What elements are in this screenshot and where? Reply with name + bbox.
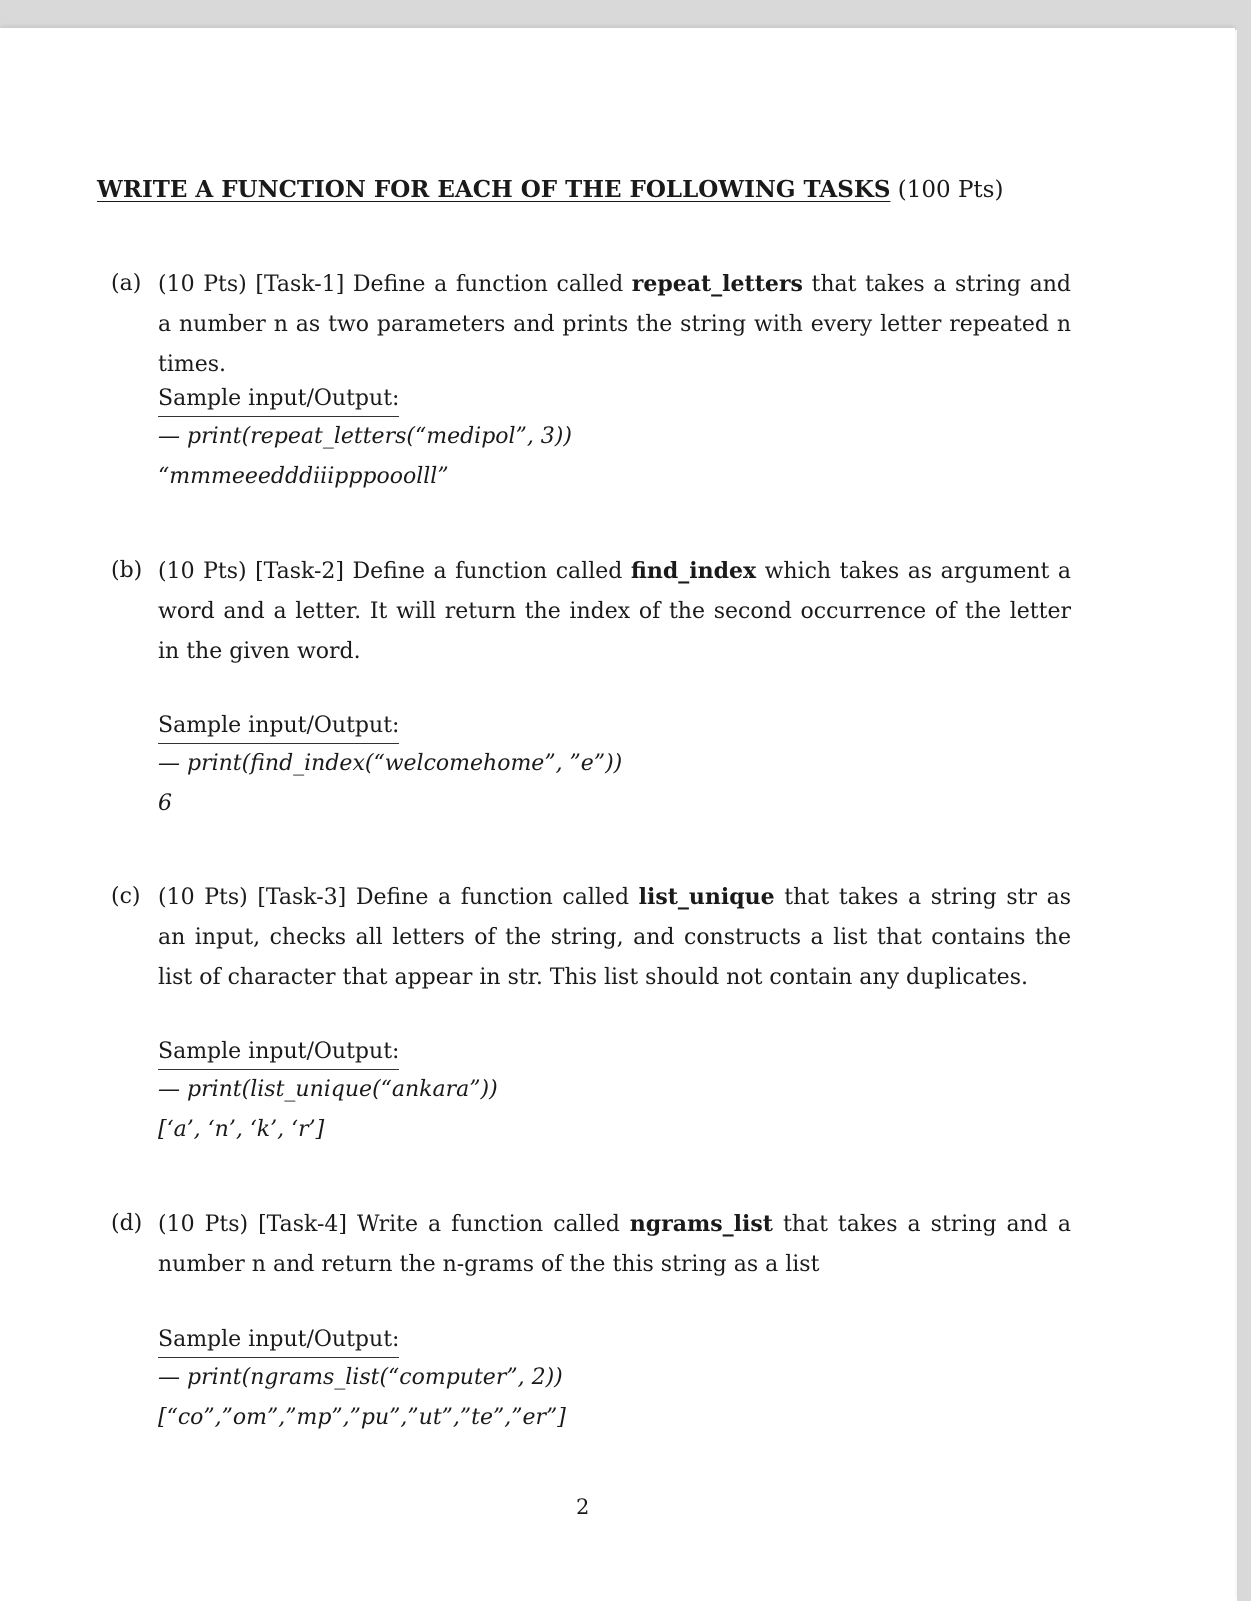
task-detail: which takes as argument a word and a letter. It will return the index of the second occurrence of the letter in the given word. bbox=[158, 559, 1071, 664]
sample-output: [“co”,”om”,”mp”,”pu”,”ut”,”te”,”er”] bbox=[158, 1405, 566, 1430]
sample-output: “mmmeeedddiiipppooolll” bbox=[158, 464, 449, 489]
function-name: repeat_letters bbox=[631, 271, 803, 297]
sample-call: — print(repeat_letters(“medipol”, 3)) bbox=[158, 424, 572, 449]
task-intro: (10 Pts) [Task-2] Define a function called bbox=[158, 559, 631, 584]
sample-label: Sample input/Output: bbox=[158, 384, 399, 417]
task-description bbox=[158, 1204, 1071, 1285]
task-marker: (d) bbox=[111, 1211, 143, 1236]
task-c bbox=[111, 877, 1071, 998]
sample-d bbox=[158, 1325, 566, 1438]
task-description bbox=[158, 264, 1071, 385]
task-intro: (10 Pts) [Task-3] Define a function called bbox=[158, 885, 639, 910]
heading-points: (100 Pts) bbox=[897, 177, 1004, 203]
function-name: ngrams_list bbox=[629, 1211, 773, 1237]
function-name: find_index bbox=[630, 558, 757, 584]
task-marker: (c) bbox=[111, 884, 141, 909]
sample-c bbox=[158, 1037, 498, 1150]
task-detail: that takes a string and a number n as two parameters and prints the string with every letter repeated n times. bbox=[158, 272, 1071, 377]
sample-output: [‘a’, ‘n’, ‘k’, ‘r’] bbox=[158, 1117, 325, 1142]
sample-call: — print(find_index(“welcomehome”, ”e”)) bbox=[158, 751, 623, 776]
sample-call: — print(list_unique(“ankara”)) bbox=[158, 1077, 498, 1102]
task-detail: that takes a string str as an input, checks all letters of the string, and constructs a list that contains the list of character that appear in str. This list should not contain any duplicates. bbox=[158, 885, 1071, 990]
task-marker: (b) bbox=[111, 558, 143, 583]
sample-label: Sample input/Output: bbox=[158, 1325, 399, 1358]
viewer-top-bar bbox=[0, 0, 1251, 30]
heading-title: WRITE A FUNCTION FOR EACH OF THE FOLLOWING TASKS bbox=[97, 176, 891, 203]
task-intro: (10 Pts) [Task-4] Write a function called bbox=[158, 1212, 630, 1237]
task-description bbox=[158, 551, 1071, 672]
viewer-scrollbar-track[interactable] bbox=[1237, 0, 1251, 1601]
task-b bbox=[111, 551, 1071, 672]
sample-label: Sample input/Output: bbox=[158, 711, 399, 744]
sample-label: Sample input/Output: bbox=[158, 1037, 399, 1070]
sample-output: 6 bbox=[158, 791, 172, 816]
page-number: 2 bbox=[576, 1495, 590, 1519]
task-detail: that takes a string and a number n and return the n-grams of the this string as a list bbox=[158, 1212, 1071, 1277]
task-a bbox=[111, 264, 1071, 385]
task-intro: (10 Pts) [Task-1] Define a function called bbox=[158, 272, 632, 297]
sample-call: — print(ngrams_list(“computer”, 2)) bbox=[158, 1365, 563, 1390]
task-marker: (a) bbox=[111, 271, 142, 296]
task-description bbox=[158, 877, 1071, 998]
sample-b bbox=[158, 711, 622, 824]
task-d bbox=[111, 1204, 1071, 1285]
sample-a bbox=[158, 384, 572, 497]
function-name: list_unique bbox=[638, 884, 775, 910]
section-heading bbox=[97, 176, 1003, 203]
